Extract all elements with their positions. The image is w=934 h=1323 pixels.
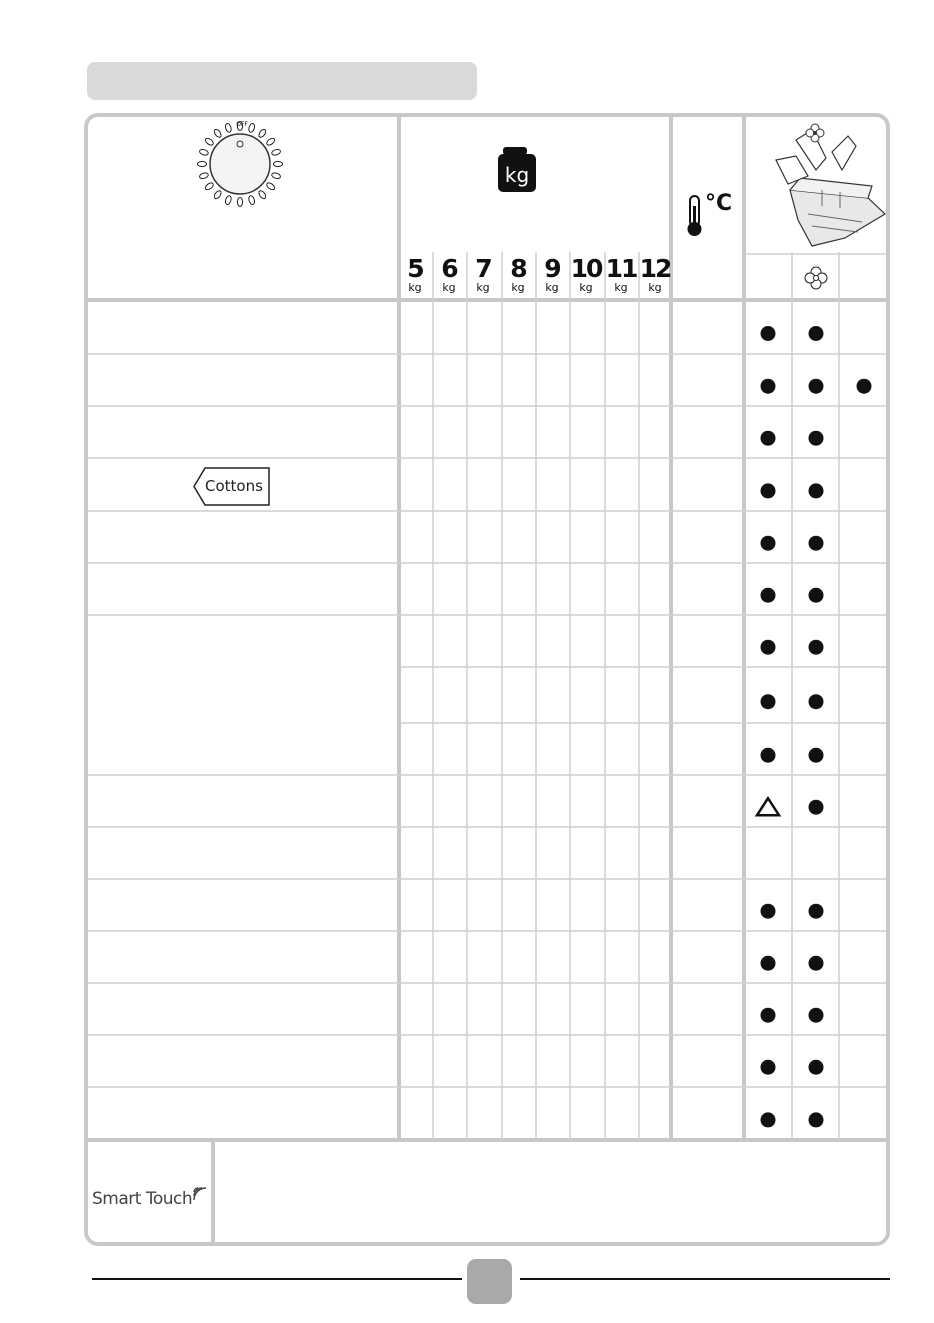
cottons-tag-label: Cottons: [205, 477, 263, 495]
load-column-11kg: 11 kg: [605, 254, 637, 294]
detergent-marks: [757, 326, 872, 1127]
dot-mark: [761, 640, 776, 655]
load-column-8kg: 8 kg: [510, 254, 526, 294]
load-column-6kg: 6 kg: [441, 254, 457, 294]
footer-rule-left: [92, 1278, 462, 1280]
dial-position-marker: [224, 123, 232, 133]
dial-position-marker: [204, 182, 214, 191]
dot-mark: [761, 904, 776, 919]
dial-position-marker: [248, 195, 256, 205]
dial-position-marker: [213, 190, 222, 200]
dial-position-marker: [199, 172, 209, 180]
dot-mark: [809, 1008, 824, 1023]
page-number-badge: [467, 1259, 512, 1304]
weight-icon-label: kg: [504, 163, 530, 187]
dot-mark: [809, 431, 824, 446]
load-column-9kg: 9 kg: [544, 254, 560, 294]
dot-mark: [809, 379, 824, 394]
dial-position-marker: [271, 148, 281, 156]
dot-mark: [809, 800, 824, 815]
thermometer-icon: [688, 196, 702, 236]
load-column-5kg: 5 kg: [407, 254, 423, 294]
temperature-label: °C: [705, 191, 733, 216]
dial-position-marker: [258, 190, 267, 200]
dot-mark: [809, 694, 824, 709]
dot-mark: [761, 1008, 776, 1023]
dot-mark: [761, 326, 776, 341]
dot-mark: [809, 483, 824, 498]
dial-position-marker: [204, 137, 214, 146]
dial-position-marker: [266, 137, 276, 146]
dot-mark: [761, 956, 776, 971]
dot-mark: [761, 536, 776, 551]
dot-mark: [761, 1112, 776, 1127]
load-column-7kg: 7 kg: [475, 254, 491, 294]
weight-icon: [498, 147, 536, 192]
dial-position-marker: [266, 182, 276, 191]
detergent-drawer-icon: [776, 124, 885, 246]
program-dial-icon: [198, 121, 283, 207]
dial-position-marker: [248, 123, 256, 133]
dot-mark: [761, 483, 776, 498]
dot-mark: [809, 1060, 824, 1075]
load-column-10kg: 10 kg: [570, 254, 602, 294]
dot-mark: [857, 379, 872, 394]
dial-position-marker: [199, 148, 209, 156]
dot-mark: [761, 588, 776, 603]
dot-mark: [809, 956, 824, 971]
softener-flower-icon: [805, 267, 827, 289]
cottons-tag: [193, 467, 271, 507]
dot-mark: [809, 904, 824, 919]
dial-position-marker: [198, 161, 207, 166]
dot-mark: [809, 748, 824, 763]
dot-mark: [761, 379, 776, 394]
smart-touch-label: Smart Touch: [92, 1189, 193, 1209]
footer-rule-right: [520, 1278, 890, 1280]
smart-touch-wave-icon: [194, 1188, 206, 1200]
dial-position-marker: [213, 128, 222, 138]
dial-position-marker: [224, 195, 232, 205]
dot-mark: [809, 326, 824, 341]
dot-mark: [761, 694, 776, 709]
dial-position-marker: [274, 161, 283, 166]
triangle-mark: [757, 798, 779, 815]
dot-mark: [761, 748, 776, 763]
dot-mark: [761, 1060, 776, 1075]
dial-off-label: OFF: [236, 121, 248, 128]
load-column-12kg: 12 kg: [639, 254, 671, 294]
dot-mark: [809, 588, 824, 603]
dial-position-marker: [237, 198, 242, 207]
dot-mark: [761, 431, 776, 446]
dot-mark: [809, 1112, 824, 1127]
dot-mark: [809, 536, 824, 551]
dot-mark: [809, 640, 824, 655]
dial-position-marker: [271, 172, 281, 180]
dial-position-marker: [258, 128, 267, 138]
